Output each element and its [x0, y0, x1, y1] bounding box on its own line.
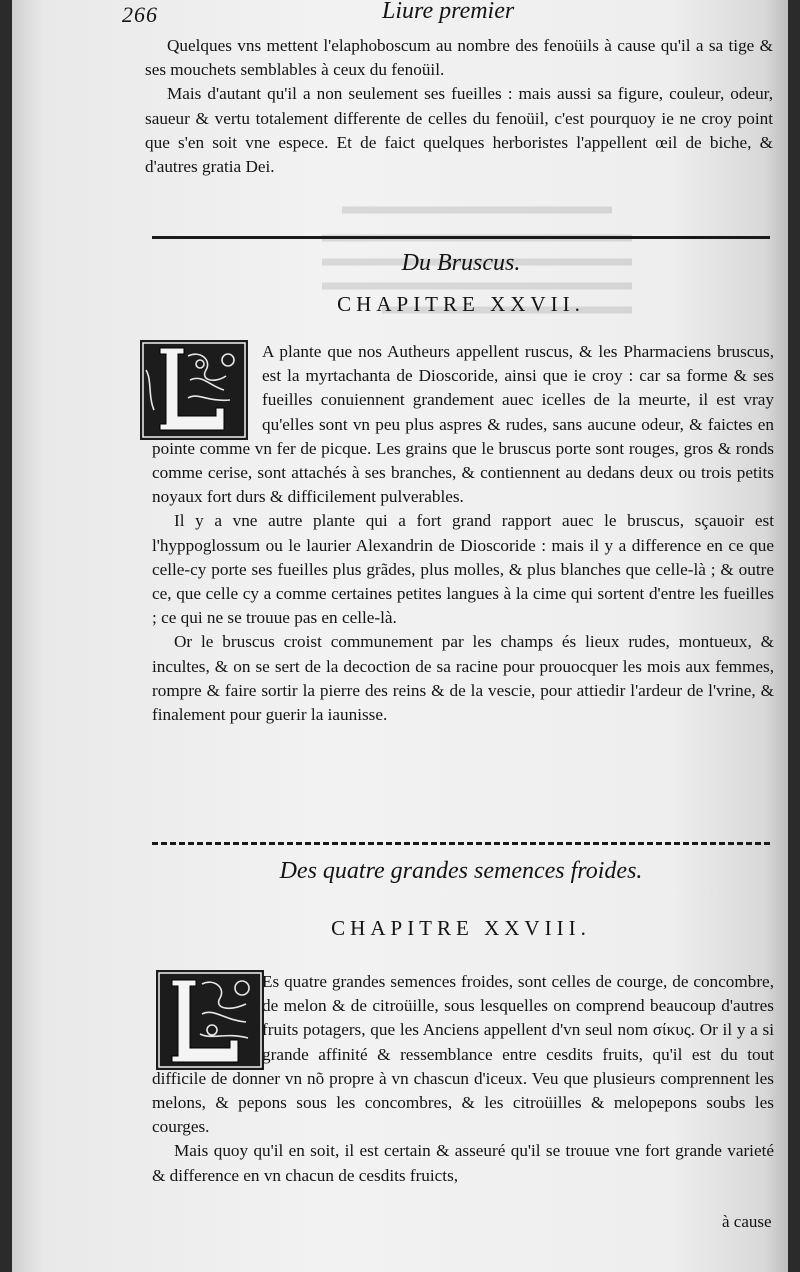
section-divider — [152, 236, 770, 239]
section-divider — [152, 842, 770, 845]
running-head: Liure premier — [382, 0, 515, 24]
book-page — [12, 0, 788, 1272]
drop-cap-space — [152, 970, 262, 1066]
chapter-27-paragraph: A plante que nos Autheurs appellent ruscus, & les Pharmaciens bruscus, est la myrtachanta de Dioscoride, ainsi que ie croy : car sa forme & ses fueilles conuiennent grandement auec icelles de la meurte, il est vray qu'elles sont vn peu plus aspres & rudes, sans aucune odeur, & faictes en pointe comme vn fer de picque. Les grains que le bruscus porte sont rouges, gros & ronds comme cerise, sont attachés à ses branches, & contiennent au dedans deux ou trois petits noyaux fort durs & difficilement pulverables. — [152, 342, 774, 507]
drop-cap-space — [152, 340, 262, 436]
catchword: à cause — [722, 1212, 772, 1231]
intro-text — [145, 34, 773, 179]
chapter-28-body — [152, 970, 774, 1188]
chapter-28-paragraph: Es quatre grandes semences froides, sont celles de courge, de concombre, de melon & de citroüille, sous lesquelles on comprend beaucoup d'autres fruits potagers, que les Anciens appellent d'vn seul nom σίκυς. Or il y a si grande affinité & ressemblance entre cesdits fruits, qu'il est du tout difficile de donner vn nõ propre à vn chascun d'iceux. Veu que plusieurs comprennent les melons, & pepons sous les concombres, & les citroüilles & melopepons soubs les courges. — [152, 972, 774, 1137]
intro-paragraph: Mais d'autant qu'il a non seulement ses fueilles : mais aussi sa figure, couleur, odeur, saueur & vertu totalement differente de celles du fenoüil, c'est pourquoy ie ne croy point que s'en soit vne espece. Et de faict quelques herboristes l'appellent œil de biche, & d'autres gratia Dei. — [145, 84, 773, 177]
intro-paragraph: Quelques vns mettent l'elaphoboscum au nombre des fenoüils à cause qu'il a sa tige & ses mouchets semblables à ceux du fenoüil. — [145, 36, 773, 80]
chapter-27-paragraph: Il y a vne autre plante qui a fort grand rapport auec le bruscus, sçauoir est l'hyppoglossum ou le laurier Alexandrin de Dioscoride : mais il y a difference en ce que celle-cy porte ses fueilles plus grãdes, plus molles, & plus blanches que celle-là ; & outre ce, que celle cy a comme certaines petites langues à la cime qui sortent d'entre les fueilles ; ce qui ne se trouue pas en celle-là. — [152, 511, 774, 628]
chapter-27-body — [152, 340, 774, 727]
page-number: 266 — [122, 2, 158, 27]
chapter-28-paragraph: Mais quoy qu'il en soit, il est certain & asseuré qu'il se trouue vne fort grande varieté & difference en vn chacun de cesdits fruicts, — [152, 1141, 774, 1185]
section-title-semences: Des quatre grandes semences froides. — [279, 858, 643, 884]
chapter-heading-28: CHAPITRE XXVIII. — [331, 916, 591, 940]
chapter-27-paragraph: Or le bruscus croist communement par les champs és lieux rudes, montueux, & incultes, & on se sert de la decoction de sa racine pour prouocquer les mois aux femmes, rompre & faire sortir la pierre des reins & de la vescie, pour attiedir l'ardeur de l'vrine, & finalement pour guerir la iaunisse. — [152, 632, 774, 725]
section-title-bruscus: Du Bruscus. — [401, 250, 521, 276]
chapter-heading-27: CHAPITRE XXVII. — [337, 292, 585, 316]
page-header — [112, 0, 772, 28]
